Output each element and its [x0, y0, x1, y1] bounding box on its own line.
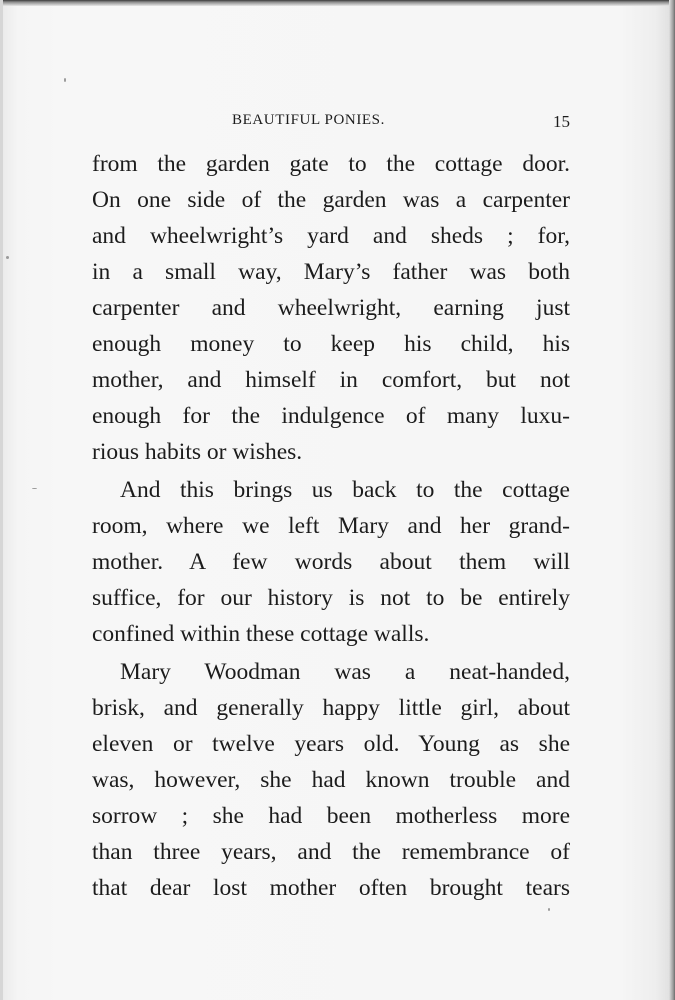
text-line: in a small way, Mary’s father was both — [92, 259, 570, 285]
running-title: BEAUTIFUL PONIES. — [232, 112, 385, 128]
text-line: suffice, for our history is not to be entirely — [92, 585, 570, 611]
paper-speck — [6, 256, 9, 259]
text-line: sorrow ; she had been motherless more — [92, 803, 570, 829]
text-line: from the garden gate to the cottage door. — [92, 151, 570, 177]
paper-speck — [548, 908, 550, 911]
page-right-edge — [669, 0, 675, 1000]
text-line: mother. A few words about them will — [92, 549, 570, 575]
text-line: that dear lost mother often brought tears — [92, 875, 570, 901]
text-line: room, where we left Mary and her grand- — [92, 513, 570, 539]
paper-speck — [32, 488, 37, 489]
text-line: mother, and himself in comfort, but not — [92, 367, 570, 393]
paragraph — [92, 146, 570, 470]
text-line: rious habits or wishes. — [92, 439, 303, 465]
text-line: carpenter and wheelwright, earning just — [92, 295, 570, 321]
text-line: Mary Woodman was a neat-handed, — [120, 659, 570, 685]
page-top-edge — [0, 0, 675, 6]
text-line: eleven or twelve years old. Young as she — [92, 731, 570, 757]
page-number: 15 — [553, 112, 570, 131]
text-line: brisk, and generally happy little girl, about — [92, 695, 570, 721]
body-text — [92, 146, 570, 906]
text-line: enough money to keep his child, his — [92, 331, 570, 357]
paragraph — [92, 472, 570, 652]
text-line: and wheelwright’s yard and sheds ; for, — [92, 223, 570, 249]
paper-speck — [64, 78, 66, 82]
paragraph — [92, 654, 570, 906]
text-line: On one side of the garden was a carpenter — [92, 187, 570, 213]
page-left-edge — [0, 0, 3, 1000]
text-line: was, however, she had known trouble and — [92, 767, 570, 793]
text-line: confined within these cottage walls. — [92, 621, 430, 647]
text-line: And this brings us back to the cottage — [120, 477, 570, 503]
text-line: than three years, and the remembrance of — [92, 839, 570, 865]
running-header — [92, 112, 570, 132]
text-line: enough for the indulgence of many luxu- — [92, 403, 570, 429]
